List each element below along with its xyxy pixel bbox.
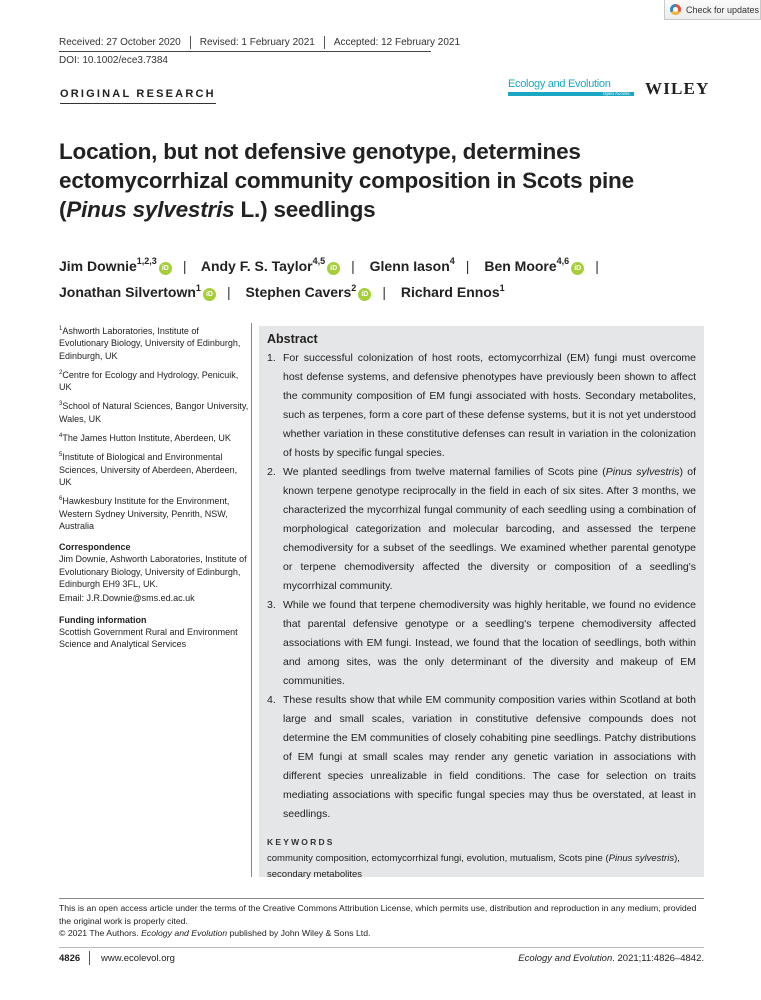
correspondence-heading: Correspondence [59,542,131,553]
abstract-item: 4. These results show that while EM community composition varies within Scotland at both large and small scales, variation in constitutive defensive compounds does not determine the EM communities of closely cohabiting pine seedlings. Patchy distributions of EM fungi at small scales may render any genetic variation in associations with different species unrealizable in field conditions. The case for selection on traits mediating associations with specific fungal species may thus be overstated, at least in seedlings. [267,694,696,820]
title-text-b: L.) seedlings [234,197,376,222]
check-for-updates-button[interactable] [664,0,761,20]
keywords-label: KEYWORDS [267,837,335,847]
journal-website-link[interactable]: www.ecolevol.org [101,953,175,964]
article-title [59,137,699,224]
footer-divider [59,947,704,948]
article-dates [59,36,478,49]
page-number: 4826 [59,953,81,964]
received-date: Received: 27 October 2020 [59,36,191,49]
affiliation: $^5$Institute of Biological and Environmental Sciences, University of Aberdeen, Aberdeen, UK [59,452,238,487]
publisher-logo: WILEY [645,79,710,98]
title-text-a: Location, but not defensive genotype, determines ectomycorrhizal community composition in Scots pine ( [59,139,634,222]
abstract-item: 1. For successful colonization of host roots, ectomycorrhizal (EM) fungi must overcome host defense systems, and defensive phenotypes have previously been shown to affect the community composition of EM fungi associated with hosts. Secondary metabolites, such as terpenes, form a core part of these defense systems, but it is not yet understood whether variation in these constitutive defenses can result in variation in the colonization of hosts by specific fungal species. [267,352,696,459]
license-divider [59,898,704,899]
journal-logo: Ecology and Evolution [508,78,611,90]
license-notice [59,902,704,940]
author-separator: | [465,257,470,274]
crossmark-icon [670,4,681,15]
author-separator: | [182,257,187,274]
author-name[interactable]: Richard Ennos$^1$ [400,282,505,301]
affiliation: $^1$Ashworth Laboratories, Institute of Evolutionary Biology, University of Edinburgh, Edinburgh, UK [59,326,241,361]
orcid-icon[interactable]: iD [571,262,584,275]
correspondence-text: Jim Downie, Ashworth Laboratories, Institute of Evolutionary Biology, University of Edinburgh, Edinburgh EH9 3FL, UK. [59,554,247,590]
orcid-icon[interactable]: iD [358,288,371,301]
author-name[interactable]: Stephen Cavers$^2$iD [245,284,371,300]
title-species: Pinus sylvestris [66,197,235,222]
article-type-underline [60,103,216,104]
copyright-line: © 2021 The Authors. Ecology and Evolution published by John Wiley & Sons Ltd. [59,928,371,938]
abstract-box [259,326,704,880]
article-type: ORIGINAL RESEARCH [60,88,216,100]
affiliation: $^4$The James Hutton Institute, Aberdeen, UK [59,433,231,444]
author-list [59,251,709,304]
check-for-updates-label: Check for updates [686,4,760,15]
abstract-item: 3. While we found that terpene chemodiversity was highly heritable, we found no evidence that parental defensive genotype or a seedling's terpene chemodiversity affected associations with EM fungi. Instead, we found that the location of seedlings, both within and among sites, was the only determinant of the diversity and makeup of EM communities. [267,599,696,687]
license-text: This is an open access article under the terms of the Creative Commons Attribution License, which permits use, distribution and reproduction in any medium, provided the original work is properly cited. [59,903,697,926]
abstract-item: 2. We planted seedlings from twelve maternal families of Scots pine (Pinus sylvestris) of known terpene genotype reciprocally in the field in each of six sites. After 3 months, we characterized the mycorrhizal fungal community of each seedling using a combination of morphological categorization and molecular barcoding, and assessed the terpene chemodiversity for a subset of the seedlings. We examined whether parental genotype or terpene chemodiversity affected the diversity or composition of a seedling's mycorrhizal community. [267,466,696,592]
funding-text: Scottish Government Rural and Environment Science and Analytical Services [59,626,238,650]
accepted-date: Accepted: 12 February 2021 [333,37,461,48]
funding-heading: Funding information [59,614,147,625]
author-separator: | [382,284,386,301]
revised-date: Revised: 1 February 2021 [200,36,325,49]
abstract-list [267,349,696,824]
affiliation: $^3$School of Natural Sciences, Bangor University, Wales, UK [59,401,249,424]
correspondence-email[interactable]: Email: J.R.Downie@sms.ed.ac.uk [59,593,195,604]
author-name[interactable]: Ben Moore$^{4,6}$iD [484,258,584,274]
footer-separator [89,951,90,965]
citation: Ecology and Evolution. 2021;11:4826–4842. [518,953,704,964]
author-separator: | [595,257,599,274]
affiliation: $^2$Centre for Ecology and Hydrology, Penicuik, UK [59,369,239,393]
author-name[interactable]: Andy F. S. Taylor$^{4,5}$iD [201,258,340,274]
orcid-icon[interactable]: iD [203,288,216,301]
abstract-heading: Abstract [267,332,318,346]
author-separator: | [351,257,355,274]
sidebar-divider [251,323,252,877]
keywords-text: community composition, ectomycorrhizal fungi, evolution, mutualism, Scots pine (Pinus sylvestris), secondary metabolites [267,853,680,880]
open-access-label: Open Access [603,91,630,96]
doi[interactable]: DOI: 10.1002/ece3.7384 [59,55,168,66]
dates-divider [59,51,431,52]
affiliation: $^6$Hawkesbury Institute for the Environment, Western Sydney University, Penrith, NSW, Australia [59,496,230,531]
affiliations-sidebar [59,323,249,653]
orcid-icon[interactable]: iD [327,262,340,275]
author-name[interactable]: Jim Downie$^{1,2,3}$iD [59,258,172,274]
author-name[interactable]: Jonathan Silvertown$^1$iD [59,284,216,300]
author-name[interactable]: Glenn Iason$^4$ [369,256,455,274]
author-separator: | [226,284,231,301]
orcid-icon[interactable]: iD [159,262,172,275]
